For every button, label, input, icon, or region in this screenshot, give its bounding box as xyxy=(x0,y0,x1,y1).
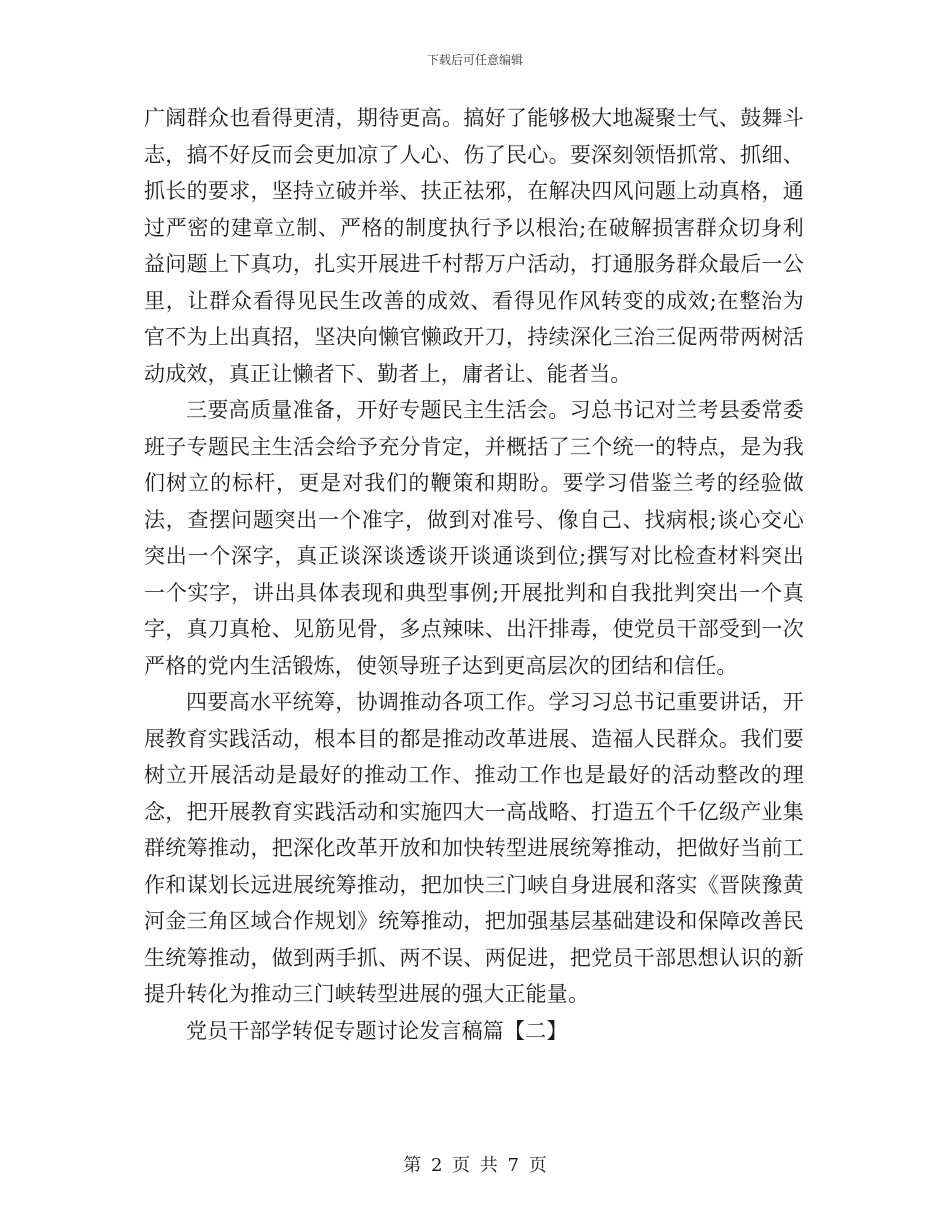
article-part-two-title: 党员干部学转促专题讨论发言稿篇【二】 xyxy=(186,1018,568,1043)
paragraph-continued: 广阔群众也看得更清，期待更高。搞好了能够极大地凝聚士气、鼓舞斗志，搞不好反而会更加凉了人心、伤了民心。要深刻领悟抓常、抓细、抓长的要求，坚持立破并举、扶正祛邪，在解决四风问题上动真格，通过严密的建章立制、严格的制度执行予以根治;在破解损害群众切身利益问题上下真功，扎实开展进千村帮万户活动，打通服务群众最后一公里，让群众看得见民生改善的成效、看得见作风转变的成效;在整治为官不为上出真招，坚决向懒官懒政开刀，持续深化三治三促两带两树活动成效，真正让懒者下、勤者上，庸者让、能者当。 xyxy=(144,106,804,386)
document-body xyxy=(144,100,804,1049)
page-number: 第 2 页 共 7 页 xyxy=(403,1155,547,1176)
paragraph-section-four: 四要高水平统筹，协调推动各项工作。学习习总书记重要讲话，开展教育实践活动，根本目的都是推动改革进展、造福人民群众。我们要树立开展活动是最好的推动工作、推动工作也是最好的活动整改的理念，把开展教育实践活动和实施四大一高战略、打造五个千亿级产业集群统筹推动，把深化改革开放和加快转型进展统筹推动，把做好当前工作和谋划长远进展统筹推动，把加快三门峡自身进展和落实《晋陕豫黄河金三角区域合作规划》统筹推动，把加强基层基础建设和保障改善民生统筹推动，做到两手抓、两不误、两促进，把党员干部思想认识的新提升转化为推动三门峡转型进展的强大正能量。 xyxy=(144,690,804,1006)
page-header-note: 下载后可任意编辑 xyxy=(426,53,523,67)
paragraph-section-three: 三要高质量准备，开好专题民主生活会。习总书记对兰考县委常委班子专题民主生活会给予充分肯定，并概括了三个统一的特点，是为我们树立的标杆，更是对我们的鞭策和期盼。要学习借鉴兰考的经验做法，查摆问题突出一个准字，做到对准号、像自己、找病根;谈心交心突出一个深字，真正谈深谈透谈开谈通谈到位;撰写对比检查材料突出一个实字，讲出具体表现和典型事例;开展批判和自我批判突出一个真字，真刀真枪、见筋见骨，多点辣味、出汗排毒，使党员干部受到一次严格的党内生活锻炼，使领导班子达到更高层次的团结和信任。 xyxy=(144,398,804,678)
